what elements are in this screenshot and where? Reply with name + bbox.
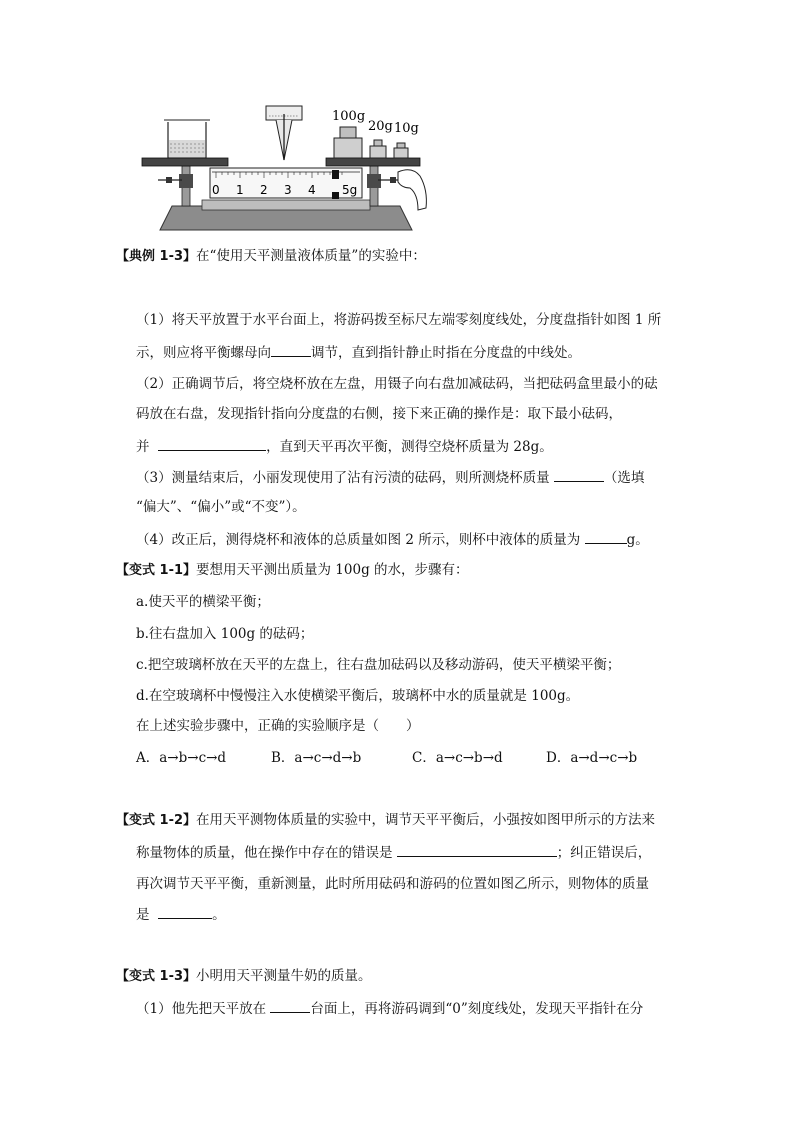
- weight-label-10g: 10g: [394, 121, 419, 136]
- option-a[interactable]: A．a→b→c→d: [136, 750, 227, 766]
- variant1-step: c.把空玻璃杯放在天平的左盘上，往右盘加砝码以及移动游码，使天平横梁平衡；: [136, 657, 621, 673]
- v3-text-post: 台面上，再将游码调到“0”刻度线处，发现天平指针在分: [310, 1001, 644, 1017]
- answer-blank[interactable]: [158, 904, 212, 919]
- ruler-label-0: 0: [212, 183, 220, 197]
- variant2-line1: 在用天平测物体质量的实验中，调节天平平衡后，小强按如图甲所示的方法来: [196, 812, 656, 828]
- variant2-tag: 【变式 1-2】: [116, 813, 197, 828]
- example-q3-line1: [136, 467, 644, 488]
- example-q1-line2: [136, 342, 581, 363]
- q2-text-post: ，直到天平再次平衡，测得空烧杯质量为 28g。: [266, 439, 553, 455]
- example-tag: 【典例 1-3】: [116, 249, 197, 264]
- weight-label-100g: 100g: [332, 109, 366, 124]
- ruler-label-3: 3: [284, 183, 292, 197]
- answer-blank[interactable]: [397, 842, 557, 857]
- v2-line4-post: 。: [212, 907, 226, 923]
- variant3-q1: [136, 998, 643, 1019]
- option-d[interactable]: D．a→d→c→b: [546, 750, 638, 766]
- ruler-label-2: 2: [260, 183, 268, 197]
- example-q3-line2: “偏大”、“偏小”或“不变”）。: [136, 499, 306, 515]
- variant2-line4: [136, 904, 226, 925]
- example-q4-line: [136, 529, 649, 550]
- variant2-line2: [136, 842, 651, 863]
- v2-line4-pre: 是: [136, 907, 150, 923]
- example-intro: 在“使用天平测量液体质量”的实验中：: [196, 248, 426, 264]
- variant1-intro: 要想用天平测出质量为 100g 的水，步骤有：: [196, 562, 469, 578]
- v2-text-pre: 称量物体的质量，他在操作中存在的错误是: [136, 845, 393, 861]
- ruler-label-4: 4: [308, 183, 316, 197]
- answer-blank[interactable]: [158, 436, 266, 451]
- variant1-question: 在上述实验步骤中，正确的实验顺序是（ ）: [136, 718, 420, 734]
- option-b[interactable]: B．a→c→d→b: [271, 750, 362, 766]
- q1-text-pre: 示，则应将平衡螺母向: [136, 345, 271, 361]
- variant2-heading: [116, 810, 655, 831]
- q2-text-pre: 并: [136, 439, 150, 455]
- option-c[interactable]: C．a→c→b→d: [412, 750, 503, 766]
- answer-blank[interactable]: [554, 467, 604, 482]
- variant1-step: b.往右盘加入 100g 的砝码；: [136, 626, 314, 642]
- example-heading: [116, 246, 426, 267]
- variant1-step: a.使天平的横梁平衡；: [136, 594, 270, 610]
- q4-text-post: g。: [626, 532, 649, 548]
- example-q2-line1: （2）正确调节后，将空烧杯放在左盘，用镊子向右盘加减砝码，当把砝码盒里最小的砝: [136, 376, 658, 392]
- ruler-label-1: 1: [236, 183, 244, 197]
- q1-text-post: 调节，直到指针静止时指在分度盘的中线处。: [311, 345, 581, 361]
- variant3-tag: 【变式 1-3】: [116, 969, 197, 984]
- v3-text-pre: （1）他先把天平放在: [136, 1001, 267, 1017]
- example-q2-line2: 码放在右盘，发现指针指向分度盘的右侧，接下来正确的操作是：取下最小砝码，: [136, 406, 622, 422]
- answer-blank[interactable]: [270, 998, 310, 1013]
- answer-blank[interactable]: [585, 529, 627, 544]
- answer-blank[interactable]: [271, 342, 311, 357]
- weight-label-20g: 20g: [368, 119, 393, 134]
- q3-text-post: （选填: [603, 470, 645, 486]
- variant2-line3: 再次调节天平平衡，重新测量，此时所用砝码和游码的位置如图乙所示，则物体的质量: [136, 876, 649, 892]
- variant1-tag: 【变式 1-1】: [116, 563, 197, 578]
- variant1-heading: [116, 560, 469, 581]
- example-q1-line1: （1）将天平放置于水平台面上，将游码拨至标尺左端零刻度线处，分度盘指针如图 1 所: [136, 312, 662, 328]
- variant3-intro: 小明用天平测量牛奶的质量。: [196, 968, 372, 984]
- variant3-heading: [116, 966, 372, 987]
- variant1-step: d.在空玻璃杯中慢慢注入水使横梁平衡后，玻璃杯中水的质量就是 100g。: [136, 688, 580, 704]
- v2-text-post: ；纠正错误后，: [556, 845, 652, 861]
- example-q2-line3: [136, 436, 553, 457]
- balance-figure: [136, 100, 436, 240]
- ruler-label-5g: 5g: [342, 183, 358, 197]
- q4-text-pre: （4）改正后，测得烧杯和液体的总质量如图 2 所示，则杯中液体的质量为: [136, 532, 581, 548]
- q3-text-pre: （3）测量结束后，小丽发现使用了沾有污渍的砝码，则所测烧杯质量: [136, 470, 550, 486]
